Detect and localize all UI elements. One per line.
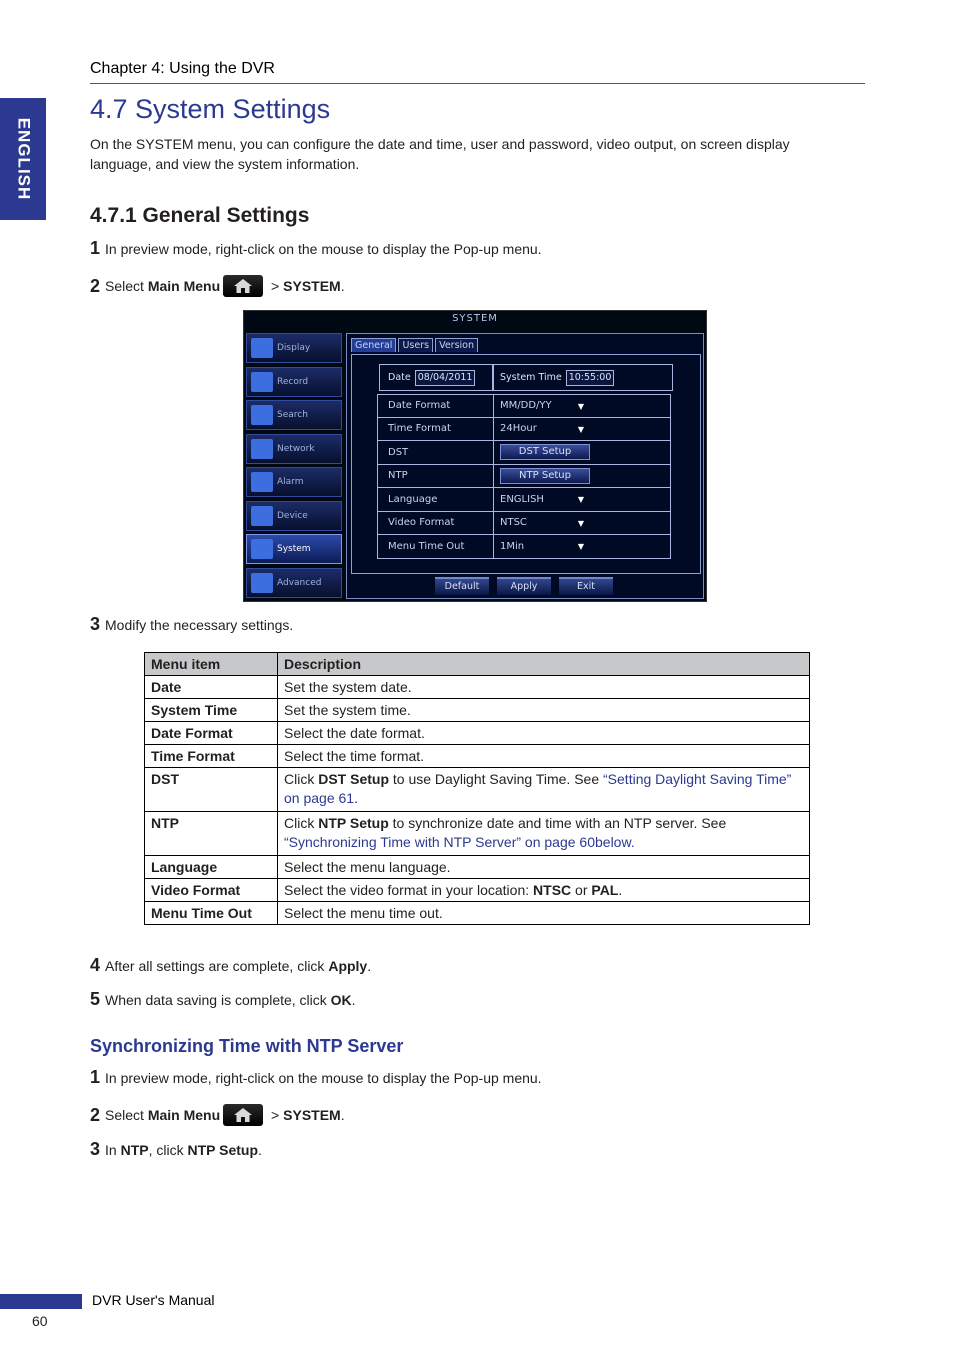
settings-table [144, 652, 810, 925]
dvr-sidebar-alarm: Alarm [246, 467, 342, 497]
subsection-title: 4.7.1 General Settings [90, 204, 310, 227]
dvr-default-button: Default [435, 577, 489, 595]
dvr-ntp-setup-button: NTP Setup [500, 468, 590, 484]
dvr-title: SYSTEM [452, 313, 498, 324]
chevron-down-icon: ▼ [577, 402, 584, 411]
chevron-down-icon: ▼ [577, 518, 584, 528]
general-step-5: 5 When data saving is complete, click OK . [90, 989, 356, 1009]
dvr-sidebar-record: Record [246, 367, 342, 397]
ntp-section-title: Synchronizing Time with NTP Server [90, 1036, 404, 1056]
chevron-down-icon: ▼ [577, 495, 584, 504]
record-icon [251, 372, 273, 392]
language-label: ENGLISH [14, 117, 33, 201]
header-rule [90, 83, 865, 84]
footer-title: DVR User's Manual [92, 1292, 215, 1308]
table-header-row [145, 653, 810, 676]
dvr-row-language: Language ENGLISH ▼ [377, 488, 671, 512]
table-header-item: Menu item [145, 653, 278, 676]
table-row: Date Set the system date. [145, 676, 810, 699]
dvr-sidebar [246, 333, 342, 601]
dvr-sidebar-advanced: Advanced [246, 568, 342, 598]
page-number: 60 [32, 1313, 48, 1329]
footer-bar [0, 1294, 82, 1309]
ntp-step-3: 3 In NTP , click NTP Setup . [90, 1139, 262, 1159]
dvr-time-field: 10:55:00 [566, 370, 615, 386]
table-row: System Time Set the system time. [145, 699, 810, 722]
dst-page-link[interactable]: “Setting Daylight Saving Time” on page 61 [284, 771, 792, 806]
dvr-row-date-format: Date Format MM/DD/YY ▼ [377, 394, 671, 418]
ntp-step-2: 2 Select Main Menu > SYSTEM . [90, 1104, 345, 1125]
general-step-1: 1 In preview mode, right-click on the mouse to display the Pop-up menu. [90, 238, 542, 258]
ntp-page-link[interactable]: “Synchronizing Time with NTP Server” on page 60below. [284, 834, 635, 850]
network-icon [251, 439, 273, 459]
table-row: Menu Time Out Select the menu time out. [145, 902, 810, 925]
search-icon [251, 405, 273, 425]
dvr-system-screenshot [243, 310, 707, 602]
table-row: DST Click DST Setup to use Daylight Saving Time. See “Setting Daylight Saving Time” on page 61. [145, 768, 810, 812]
dvr-sidebar-network: Network [246, 434, 342, 464]
general-step-3: 3 Modify the necessary settings. [90, 614, 294, 634]
table-row: Date Format Select the date format. [145, 722, 810, 745]
dvr-row-dst: DST DST Setup [377, 441, 671, 465]
table-row: NTP Click NTP Setup to synchronize date and time with an NTP server. See “Synchronizing Time with NTP Server” on page 60below. [145, 812, 810, 856]
alarm-icon [251, 472, 273, 492]
dvr-sidebar-display: Display [246, 333, 342, 363]
table-row: Time Format Select the time format. [145, 745, 810, 768]
dvr-date-field: 08/04/2011 [415, 370, 476, 386]
dvr-bottom-buttons [435, 577, 621, 595]
table-row: Language Select the menu language. [145, 856, 810, 879]
dvr-sidebar-system: System [246, 534, 342, 564]
dvr-row-video-format: Video Format NTSC ▼ [377, 512, 671, 536]
dvr-time-box: System Time 10:55:00 [493, 364, 673, 391]
dvr-apply-button: Apply [497, 577, 551, 595]
chevron-down-icon: ▼ [577, 542, 584, 551]
wrench-icon [251, 573, 273, 593]
section-title: 4.7 System Settings [90, 94, 331, 124]
ntp-step-1: 1 In preview mode, right-click on the mouse to display the Pop-up menu. [90, 1067, 542, 1087]
display-icon [251, 338, 273, 358]
dvr-row-ntp: NTP NTP Setup [377, 465, 671, 489]
dvr-tab-general: General [351, 338, 396, 352]
dvr-tabs [351, 338, 480, 352]
dvr-tab-version: Version [435, 338, 478, 352]
dvr-sidebar-device: Device [246, 501, 342, 531]
dvr-sidebar-search: Search [246, 400, 342, 430]
chevron-down-icon: ▼ [577, 424, 584, 434]
dvr-tab-users: Users [398, 338, 433, 352]
chapter-header: Chapter 4: Using the DVR [90, 60, 275, 77]
dvr-date-box: Date 08/04/2011 [379, 364, 493, 391]
dvr-settings-grid [377, 394, 671, 559]
dvr-row-menu-time-out: Menu Time Out 1Min ▼ [377, 535, 671, 559]
dvr-main-panel [346, 333, 704, 599]
gear-icon [251, 539, 273, 559]
general-step-2: 2 Select Main Menu > SYSTEM . [90, 275, 345, 296]
home-icon [223, 1104, 263, 1126]
general-step-4: 4 After all settings are complete, click Apply . [90, 955, 372, 975]
device-icon [251, 506, 273, 526]
dvr-exit-button: Exit [559, 577, 613, 595]
table-header-description: Description [278, 653, 810, 676]
dvr-row-time-format: Time Format 24Hour ▼ [377, 418, 671, 442]
language-side-tab [0, 98, 46, 220]
home-icon [223, 275, 263, 297]
dvr-dst-setup-button: DST Setup [500, 444, 590, 460]
intro-paragraph: On the SYSTEM menu, you can configure the date and time, user and password, video output, on screen display language, and view the system information. [90, 136, 790, 172]
table-row: Video Format Select the video format in your location: NTSC or PAL. [145, 879, 810, 902]
